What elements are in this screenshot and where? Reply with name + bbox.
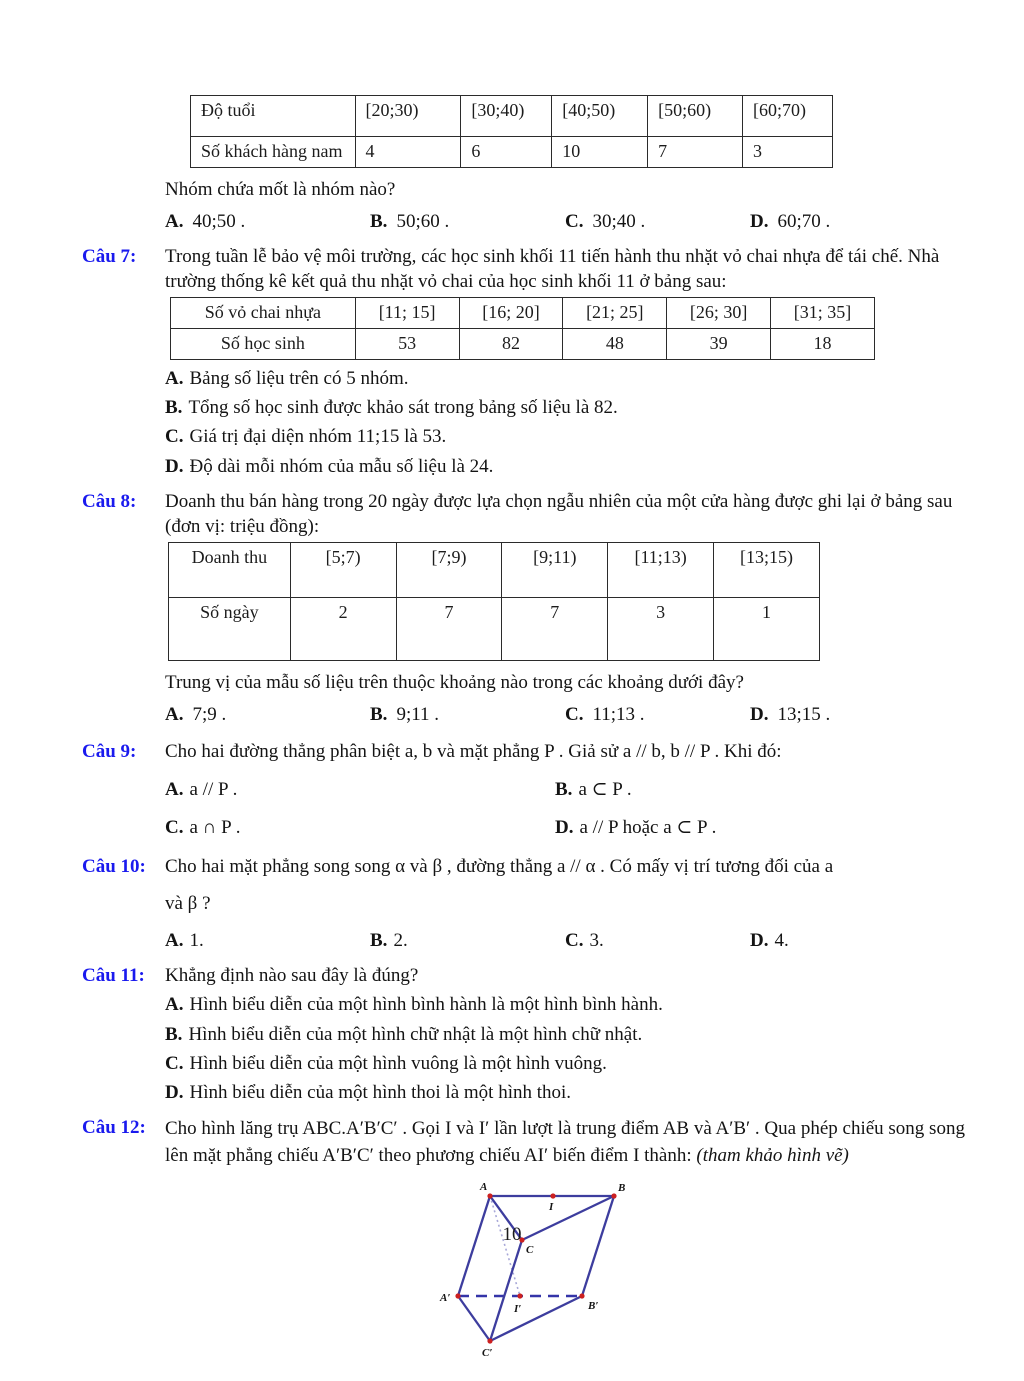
question-7-block: [82, 244, 966, 478]
option-letter: D.: [750, 211, 769, 233]
option-letter: D.: [750, 703, 769, 725]
option-c: [165, 424, 966, 449]
table-cell: 3: [608, 597, 714, 660]
question-10-block: [82, 854, 966, 953]
option-letter: B.: [370, 211, 388, 233]
option-b: [370, 702, 565, 727]
q8-options: [165, 702, 966, 727]
q9-label: Câu 9:: [82, 740, 137, 762]
table-cell: 82: [459, 329, 563, 360]
option-d: [165, 1080, 966, 1105]
option-text: 60;70 .: [777, 211, 831, 233]
table-cell: Số khách hàng nam: [191, 137, 356, 168]
q9-intro-text: Cho hai đường thẳng phân biệt a, b và mặt phẳng P . Giả sử a // b, b // P . Khi đó:: [165, 740, 782, 762]
option-letter: C.: [165, 817, 184, 839]
option-text: 30;40 .: [592, 211, 646, 233]
option-c: [165, 1051, 966, 1076]
question-11-block: [82, 963, 966, 1104]
vertex-label-I: I: [549, 1200, 554, 1213]
q12-intro-text: [165, 1115, 966, 1170]
q12-label: Câu 12:: [82, 1116, 146, 1138]
table-cell: Độ tuổi: [191, 96, 356, 137]
option-b: [555, 777, 966, 802]
option-text: 4.: [774, 930, 789, 952]
option-a: [165, 366, 966, 391]
option-text: Hình biểu diễn của một hình chữ nhật là một hình chữ nhật.: [188, 1023, 643, 1045]
q12-intro-note: (tham khảo hình vẽ): [696, 1145, 849, 1167]
table-cell: [7;9): [396, 542, 502, 597]
option-text: a // P .: [189, 779, 238, 801]
option-a: [165, 209, 370, 234]
option-c: [565, 702, 750, 727]
edge-CCprime: [490, 1240, 522, 1341]
q6-options: [165, 209, 966, 234]
vertex-dot-B: [611, 1193, 616, 1198]
q9-options-row2: [165, 815, 966, 840]
option-text: Hình biểu diễn của một hình thoi là một hình thoi.: [189, 1081, 572, 1103]
table-row: [171, 298, 875, 329]
option-letter: C.: [565, 211, 584, 233]
vertex-dot-Cprime: [487, 1338, 492, 1343]
prism-figure: [420, 1178, 682, 1381]
option-text: Hình biểu diễn của một hình vuông là một hình vuông.: [189, 1052, 607, 1074]
table-cell: 53: [355, 329, 459, 360]
prism-solid-edges: [458, 1196, 614, 1341]
table-cell: [5;7): [290, 542, 396, 597]
edge-AprimeCprime: [458, 1296, 490, 1341]
option-letter: C.: [565, 703, 584, 725]
table-row: [191, 137, 833, 168]
option-c: [165, 815, 555, 840]
table-cell: 10: [552, 137, 648, 168]
option-text: a ∩ P .: [189, 817, 241, 839]
option-letter: A.: [165, 779, 184, 801]
prism-figure-svg: [420, 1178, 682, 1373]
option-text: 9;11 .: [396, 703, 440, 725]
option-d: [750, 702, 966, 727]
q12-intro-main: Cho hình lăng trụ ABC.A′B′C′ . Gọi I và I′ lần lượt là trung điểm AB và A′B′ . Qua phép chiếu song song lên mặt phẳng chiếu A′B′C′ theo phương chiếu AI′ biến điểm I thành:: [165, 1117, 965, 1167]
vertex-label-A: A: [480, 1180, 488, 1193]
q9-options-row1: [165, 777, 966, 802]
table-cell: 7: [648, 137, 743, 168]
page-number: 10: [502, 1224, 522, 1245]
table-cell: [11;13): [608, 542, 714, 597]
vertex-dot-Aprime: [455, 1293, 460, 1298]
vertex-dot-I: [550, 1193, 555, 1198]
vertex-dot-Iprime: [517, 1293, 522, 1298]
option-text: 2.: [393, 930, 408, 952]
table-cell: [16; 20]: [459, 298, 563, 329]
table-cell: 3: [743, 137, 833, 168]
q8-intro-text: Doanh thu bán hàng trong 20 ngày được lựa chọn ngẫu nhiên của một cửa hàng được ghi lại ở bảng sau (đơn vị: triệu đồng):: [165, 490, 953, 537]
option-letter: B.: [165, 397, 183, 419]
option-letter: A.: [165, 368, 184, 390]
table-cell: 2: [290, 597, 396, 660]
q10-intro-line2: và β ?: [165, 893, 211, 915]
option-text: 11;13 .: [592, 703, 645, 725]
table-cell: [60;70): [743, 96, 833, 137]
option-text: 13;15 .: [777, 703, 831, 725]
table-cell: Số vỏ chai nhựa: [171, 298, 356, 329]
option-text: Hình biểu diễn của một hình bình hành là một hình bình hành.: [189, 994, 663, 1016]
option-letter: B.: [555, 779, 573, 801]
table-cell: 48: [563, 329, 667, 360]
q8-question-text: Trung vị của mẫu số liệu trên thuộc khoảng nào trong các khoảng dưới đây?: [165, 671, 744, 693]
option-letter: C.: [565, 930, 584, 952]
vertex-label-C: C: [526, 1243, 534, 1256]
table-cell: [31; 35]: [771, 298, 875, 329]
table-cell: [21; 25]: [563, 298, 667, 329]
option-letter: D.: [165, 455, 184, 477]
vertex-label-Aprime: A′: [440, 1291, 451, 1304]
option-d: [750, 928, 966, 953]
table-cell: [13;15): [714, 542, 820, 597]
question-9-block: [82, 739, 966, 840]
q7-intro-text: Trong tuần lễ bảo vệ môi trường, các học sinh khối 11 tiến hành thu nhặt vỏ chai nhựa để tái chế. Nhà trường thống kê kết quả thu nhặt vỏ chai của học sinh khối 11 ở bảng sau:: [165, 246, 940, 293]
option-d: [750, 209, 966, 234]
table-cell: Số học sinh: [171, 329, 356, 360]
table-row: [169, 542, 820, 597]
option-c: [565, 209, 750, 234]
edge-CprimeBprime: [490, 1296, 582, 1341]
option-letter: B.: [165, 1023, 183, 1045]
option-text: Bảng số liệu trên có 5 nhóm.: [189, 368, 409, 390]
q11-question-text: Khẳng định nào sau đây là đúng?: [165, 965, 419, 987]
option-d: [165, 454, 966, 479]
option-b: [370, 928, 565, 953]
option-a: [165, 702, 370, 727]
table-cell: [40;50): [552, 96, 648, 137]
option-a: [165, 777, 555, 802]
option-b: [165, 395, 966, 420]
option-letter: A.: [165, 703, 184, 725]
q11-label: Câu 11:: [82, 965, 145, 987]
option-text: Độ dài mỗi nhóm của mẫu số liệu là 24.: [189, 455, 494, 477]
vertex-label-Bprime: B′: [588, 1299, 599, 1312]
table-cell: 18: [771, 329, 875, 360]
table-cell: [9;11): [502, 542, 608, 597]
option-b: [165, 1022, 966, 1047]
table-cell: [30;40): [461, 96, 552, 137]
q10-options: [165, 928, 966, 953]
option-letter: B.: [370, 930, 388, 952]
option-text: 3.: [589, 930, 604, 952]
question-6-block: [82, 95, 966, 234]
q10-intro-line1: Cho hai mặt phẳng song song α và β , đường thẳng a // α . Có mấy vị trí tương đối của a: [165, 856, 834, 878]
q6-question-text: Nhóm chứa mốt là nhóm nào?: [165, 179, 396, 200]
q7-label: Câu 7:: [82, 246, 137, 268]
option-letter: D.: [750, 930, 769, 952]
question-12-block: [82, 1115, 966, 1381]
bottle-frequency-table: [170, 297, 875, 360]
revenue-frequency-table: [168, 542, 820, 661]
option-letter: A.: [165, 211, 184, 233]
option-letter: D.: [555, 817, 574, 839]
option-a: [165, 992, 966, 1017]
option-c: [565, 928, 750, 953]
option-letter: C.: [165, 426, 184, 448]
table-cell: [20;30): [355, 96, 461, 137]
vertex-label-Iprime: I′: [514, 1302, 522, 1315]
table-cell: [26; 30]: [667, 298, 771, 329]
table-cell: [50;60): [648, 96, 743, 137]
age-frequency-table: [190, 95, 833, 168]
option-text: 7;9 .: [192, 703, 227, 725]
option-text: 1.: [189, 930, 204, 952]
option-letter: A.: [165, 994, 184, 1016]
question-8-block: [82, 489, 966, 727]
table-cell: 1: [714, 597, 820, 660]
table-cell: 6: [461, 137, 552, 168]
q10-label: Câu 10:: [82, 856, 146, 878]
table-row: [169, 597, 820, 660]
option-text: Giá trị đại diện nhóm 11;15 là 53.: [189, 426, 447, 448]
option-letter: B.: [370, 703, 388, 725]
table-cell: [11; 15]: [355, 298, 459, 329]
option-d: [555, 815, 966, 840]
option-text: Tổng số học sinh được khảo sát trong bảng số liệu là 82.: [188, 397, 618, 419]
option-text: 40;50 .: [192, 211, 246, 233]
table-cell: 7: [502, 597, 608, 660]
option-text: a // P hoặc a ⊂ P .: [579, 817, 717, 839]
option-a: [165, 928, 370, 953]
option-letter: C.: [165, 1052, 184, 1074]
q8-label: Câu 8:: [82, 490, 137, 512]
option-b: [370, 209, 565, 234]
vertex-label-B: B: [618, 1181, 626, 1194]
option-letter: A.: [165, 930, 184, 952]
vertex-dot-A: [487, 1193, 492, 1198]
table-cell: 39: [667, 329, 771, 360]
option-letter: D.: [165, 1081, 184, 1103]
table-row: [191, 96, 833, 137]
table-cell: Số ngày: [169, 597, 291, 660]
option-text: a ⊂ P .: [578, 779, 632, 801]
table-cell: 7: [396, 597, 502, 660]
vertex-dot-Bprime: [579, 1293, 584, 1298]
table-cell: Doanh thu: [169, 542, 291, 597]
vertex-dots: [455, 1193, 616, 1343]
table-cell: 4: [355, 137, 461, 168]
vertex-label-Cprime: C′: [482, 1346, 493, 1359]
option-text: 50;60 .: [396, 211, 450, 233]
table-row: [171, 329, 875, 360]
